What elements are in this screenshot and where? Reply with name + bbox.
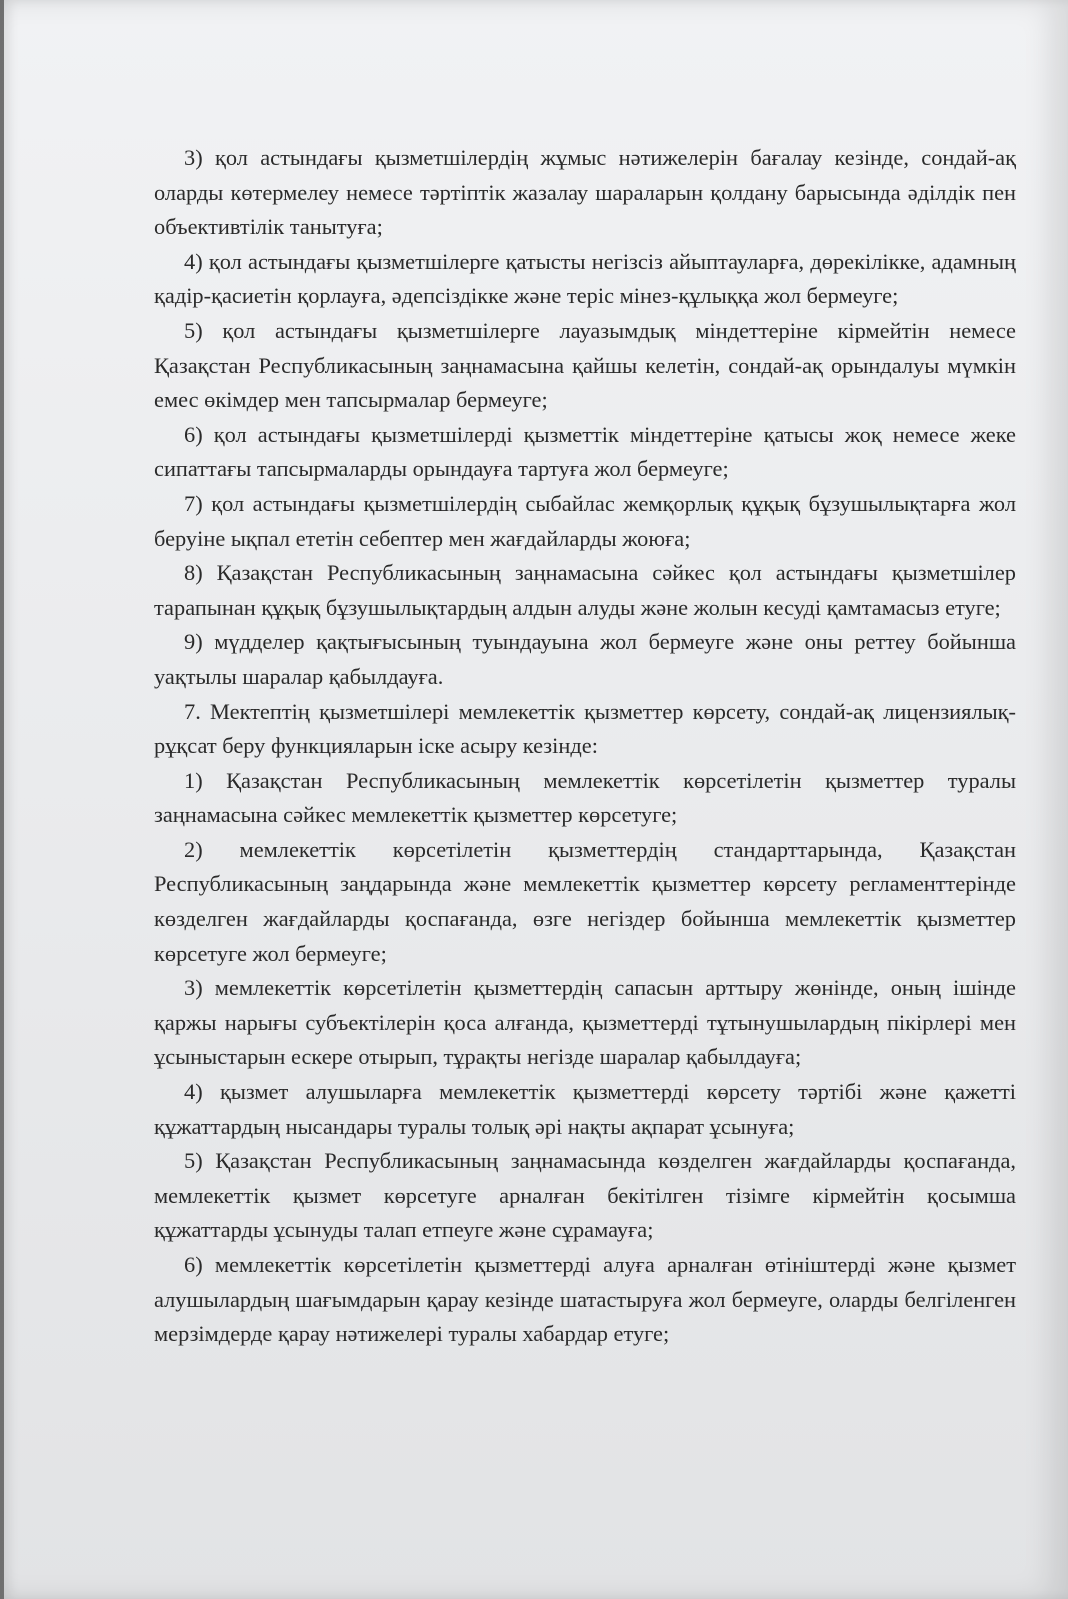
section-7-item-2: 2) мемлекеттік көрсетілетін қызметтердің стандарттарында, Қазақстан Республикасының заңдарында және мемлекеттік қызметтер көрсету регламенттерінде көзделген жағдайларды қоспағанда, өзге негіздер бойынша мемлекеттік қызметтер көрсетуге жол бермеуге; bbox=[154, 836, 1016, 966]
paragraph-item-6: 6) қол астындағы қызметшілерді қызметтік міндеттеріне қатысы жоқ немесе жеке сипаттағы тапсырмаларды орындауға тартуға жол бермеуге; bbox=[154, 421, 1016, 482]
section-7-item-4: 4) қызмет алушыларға мемлекеттік қызметтерді көрсету тәртібі және қажетті құжаттардың нысандары туралы толық әрі нақты ақпарат ұсынуға; bbox=[154, 1079, 1016, 1139]
section-7-item-1: 1) Қазақстан Республикасының мемлекеттік көрсетілетін қызметтер туралы заңнамасына сәйкес мемлекеттік қызметтер көрсетуге; bbox=[154, 767, 1016, 828]
paragraph-item-9: 9) мүдделер қақтығысының туындауына жол бермеуге және оны реттеу бойынша уақтылы шаралар қабылдауға. bbox=[154, 629, 1016, 689]
document-page bbox=[4, 0, 1068, 1599]
paragraph-item-3: 3) қол астындағы қызметшілердің жұмыс нәтижелерін бағалау кезінде, сондай-ақ оларды көтермелеу немесе тәртіптік жазалау шараларын қолдану барысында әділдік пен объективтілік танытуға; bbox=[154, 145, 1016, 240]
document-body bbox=[154, 141, 1016, 1352]
paragraph-item-8: 8) Қазақстан Республикасының заңнамасына сәйкес қол астындағы қызметшілер тарапынан құқық бұзушылықтардың алдын алуды және жолын кесуді қамтамасыз етуге; bbox=[154, 560, 1016, 620]
paragraph-item-7: 7) қол астындағы қызметшілердің сыбайлас жемқорлық құқық бұзушылықтарға жол беруіне ықпал ететін себептер мен жағдайларды жоюға; bbox=[154, 490, 1016, 551]
section-7-item-5: 5) Қазақстан Республикасының заңнамасында көзделген жағдайларды қоспағанда, мемлекеттік қызмет көрсетуге арналған бекітілген тізімге кірмейтін қосымша құжаттарды ұсынуды талап етпеуге және сұрамауға; bbox=[154, 1148, 1016, 1243]
section-7-intro: 7. Мектептің қызметшілері мемлекеттік қызметтер көрсету, сондай-ақ лицензиялық-рұқсат беру функцияларын іске асыру кезінде: bbox=[154, 698, 1016, 759]
section-7-item-3: 3) мемлекеттік көрсетілетін қызметтердің сапасын арттыру жөнінде, оның ішінде қаржы нарығы субъектілерін қоса алғанда, қызметтерді тұтынушылардың пікірлері мен ұсыныстарын ескере отырып, тұрақты негізде шаралар қабылдауға; bbox=[154, 975, 1016, 1070]
section-7-item-6: 6) мемлекеттік көрсетілетін қызметтерді алуға арналған өтініштерді және қызмет алушылардың шағымдарын қарау кезінде шатастыруға жол бермеуге, оларды белгіленген мерзімдерде қарау нәтижелері туралы хабардар етуге; bbox=[154, 1252, 1016, 1347]
paragraph-item-4: 4) қол астындағы қызметшілерге қатысты негізсіз айыптауларға, дөрекілікке, адамның қадір-қасиетін қорлауға, әдепсіздікке және теріс мінез-құлыққа жол бермеуге; bbox=[154, 248, 1016, 309]
paragraph-item-5: 5) қол астындағы қызметшілерге лауазымдық міндеттеріне кірмейтін немесе Қазақстан Республикасының заңнамасына қайшы келетін, сондай-ақ орындалуы мүмкін емес өкімдер мен тапсырмалар бермеуге; bbox=[154, 317, 1016, 413]
